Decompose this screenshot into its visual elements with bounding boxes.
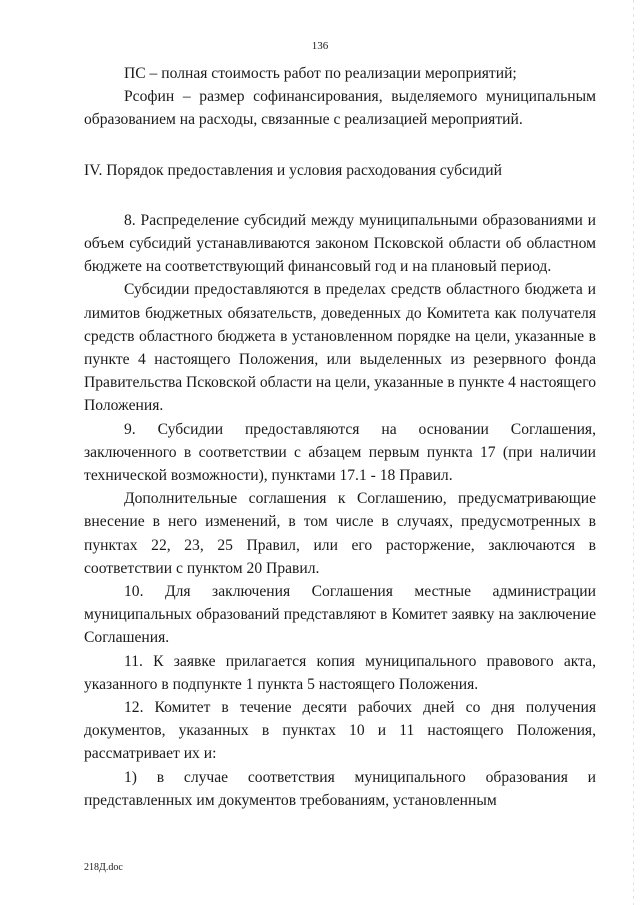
paragraph-subsidies-limits: Субсидии предоставляются в пределах средств областного бюджета и лимитов бюджетных обязательств, доведенных до Комитета как получателя средств областного бюджета в установленном порядке на цели, указанные в пункте 4 настоящего Положения, или выделенных из резервного фонда Правительства Псковской области на цели, указанные в пункте 4 настоящего Положения. bbox=[84, 281, 596, 415]
paragraph-ps-definition: ПС – полная стоимость работ по реализации мероприятий; bbox=[124, 65, 517, 82]
section-heading: IV. Порядок предоставления и условия расходования субсидий bbox=[84, 161, 502, 179]
paragraph-item-12: 12. Комитет в течение десяти рабочих дней со дня получения документов, указанных в пунктах 10 и 11 настоящего Положения, рассматривает их и: bbox=[84, 699, 596, 763]
paragraph-item-10: 10. Для заключения Соглашения местные администрации муниципальных образований представляют в Комитет заявку на заключение Соглашения. bbox=[84, 583, 596, 647]
page-number: 136 bbox=[311, 40, 329, 52]
paragraph-rsofin-definition: Рсофин – размер софинансирования, выделяемого муниципальным образованием на расходы, связанные с реализацией мероприятий. bbox=[84, 88, 596, 129]
paragraph-item-8: 8. Распределение субсидий между муниципальными образованиями и объем субсидий устанавливаются законом Псковской области об областном бюджете на соответствующий финансовый год и на плановый период. bbox=[84, 211, 596, 276]
paragraph-subitem-1: 1) в случае соответствия муниципального образования и представленных им документов требованиям, установленным bbox=[84, 768, 596, 809]
paragraph-item-11: 11. К заявке прилагается копия муниципального правового акта, указанного в подпункте 1 пункта 5 настоящего Положения. bbox=[84, 652, 596, 693]
scan-edge-artifact bbox=[633, 0, 634, 905]
paragraph-additional-agreements: Дополнительные соглашения к Соглашению, предусматривающие внесение в него изменений, в том числе в случаях, предусмотренных в пунктах 22, 23, 25 Правил, или его расторжение, заключаются в соответствии с пунктом 20 Правил. bbox=[84, 490, 596, 577]
file-name-footer: 218Д.doc bbox=[84, 862, 123, 873]
document-body bbox=[84, 62, 596, 812]
paragraph-item-9: 9. Субсидии предоставляются на основании Соглашения, заключенного в соответствии с абзацем первым пункта 17 (при наличии технической возможности), пунктами 17.1 - 18 Правил. bbox=[84, 420, 596, 485]
